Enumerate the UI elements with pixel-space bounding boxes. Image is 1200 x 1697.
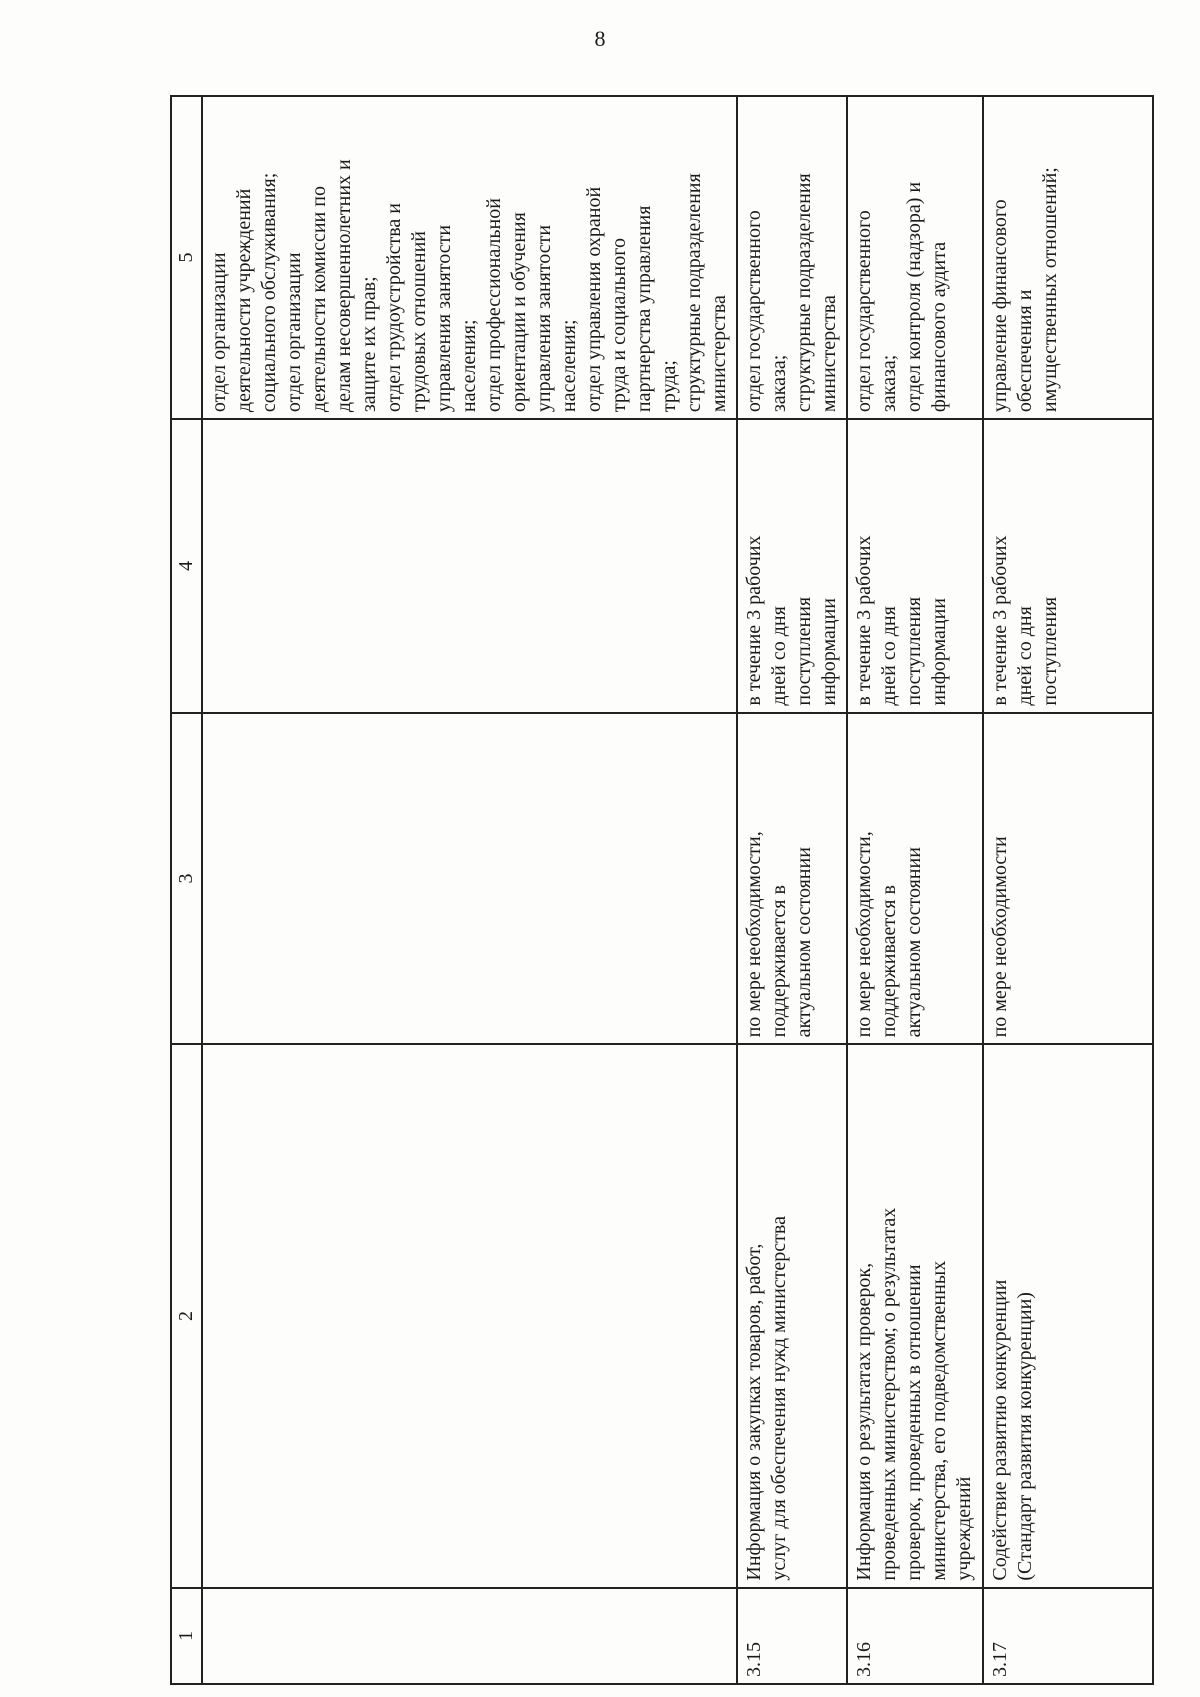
cell-text-line: отдел организации <box>208 252 230 413</box>
cell-text-line: в течение 3 рабочих <box>853 535 875 706</box>
page-number: 8 <box>594 26 606 51</box>
cell-text-line: отдел организации <box>283 252 305 413</box>
cell-text-line: министерства <box>818 295 840 413</box>
cell-text-line: информации <box>928 598 950 706</box>
header-col-2: 2 <box>171 1044 202 1587</box>
cell-text-line: по мере необходимости, <box>853 831 875 1038</box>
cell-text-line: структурные подразделения <box>793 173 815 413</box>
info-cell <box>983 1044 1153 1587</box>
header-col-3: 3 <box>171 713 202 1045</box>
cell-text-line: обеспечения и <box>1014 289 1036 413</box>
term-cell <box>202 419 737 713</box>
table-row <box>847 96 983 1684</box>
cell-text-line: деятельности комиссии по <box>308 186 330 413</box>
cell-text-line: отдел профессиональной <box>483 198 505 413</box>
cell-text-line: в течение 3 рабочих <box>989 535 1011 706</box>
cell-text-line: в течение 3 рабочих <box>743 535 765 706</box>
cell-text-line: заказа; <box>878 354 900 413</box>
cell-text-line: населения; <box>458 319 480 413</box>
cell-text-line: министерства <box>708 295 730 413</box>
cell-text-line: отдел управления охраной <box>583 186 605 413</box>
header-col-5: 5 <box>171 96 202 419</box>
cell-text-line: отдел трудоустройства и <box>383 203 405 413</box>
cell-text-line: поступления <box>903 596 925 706</box>
frequency-cell <box>847 713 983 1045</box>
table-row <box>737 96 847 1684</box>
cell-text-line: отдел государственного <box>853 210 875 413</box>
cell-text-line: управление финансового <box>989 199 1011 413</box>
responsible-cell <box>847 96 983 419</box>
cell-text-line: по мере необходимости, <box>743 831 765 1038</box>
frequency-cell <box>737 713 847 1045</box>
cell-text-line: социального обслуживания; <box>258 172 280 413</box>
cell-text-line: дней со дня <box>768 606 790 706</box>
cell-text-line: министерства, его подведомственных <box>928 1260 950 1581</box>
responsible-cell <box>202 96 737 419</box>
cell-text-line: управления занятости <box>433 224 455 413</box>
cell-text-line: поступления <box>793 596 815 706</box>
cell-text-line: населения; <box>558 319 580 413</box>
table-row <box>202 96 737 1684</box>
header-col-1: 1 <box>171 1588 202 1684</box>
cell-text-line: поддерживается в <box>768 885 790 1038</box>
cell-text-line: деятельности учреждений <box>233 188 255 413</box>
cell-text-line: финансового аудита <box>928 241 950 413</box>
info-cell <box>847 1044 983 1587</box>
row-number: 3.17 <box>983 1588 1153 1684</box>
rotated-table-container <box>170 95 1105 1685</box>
cell-text-line: Информация о закупках товаров, работ, <box>743 1243 765 1581</box>
term-cell <box>983 419 1153 713</box>
document-table-area <box>170 95 1105 1685</box>
header-col-4: 4 <box>171 419 202 713</box>
cell-text-line: заказа; <box>768 354 790 413</box>
frequency-cell <box>202 713 737 1045</box>
row-number: 3.15 <box>737 1588 847 1684</box>
info-cell <box>202 1044 737 1587</box>
cell-text-line: трудовых отношений <box>408 231 430 413</box>
cell-text-line: управления занятости <box>533 224 555 413</box>
info-table <box>170 95 1154 1685</box>
cell-text-line: услуг для обеспечения нужд министерства <box>768 1216 790 1581</box>
cell-text-line: дней со дня <box>878 606 900 706</box>
frequency-cell <box>983 713 1153 1045</box>
cell-text-line: проведенных министерством; о результатах <box>878 1207 900 1581</box>
cell-text-line: партнерства управления <box>633 205 655 413</box>
cell-text-line: актуальном состоянии <box>793 847 815 1038</box>
info-cell <box>737 1044 847 1587</box>
responsible-cell <box>983 96 1153 419</box>
cell-text-line: ориентации и обучения <box>508 212 530 413</box>
cell-text-line: поступления <box>1039 596 1061 706</box>
cell-text-line: делам несовершеннолетних и <box>333 159 355 413</box>
cell-text-line: дней со дня <box>1014 606 1036 706</box>
cell-text-line: учреждений <box>953 1476 975 1581</box>
cell-text-line: (Стандарт развития конкуренции) <box>1014 1292 1036 1581</box>
cell-text-line: актуальном состоянии <box>903 847 925 1038</box>
row-number <box>202 1588 737 1684</box>
cell-text-line: Информация о результатах проверок, <box>853 1262 875 1581</box>
cell-text-line: Содействие развитию конкуренции <box>989 1279 1011 1581</box>
cell-text-line: информации <box>818 598 840 706</box>
cell-text-line: отдел контроля (надзора) и <box>903 181 925 413</box>
row-number: 3.16 <box>847 1588 983 1684</box>
term-cell <box>737 419 847 713</box>
cell-text-line: поддерживается в <box>878 885 900 1038</box>
cell-text-line: по мере необходимости <box>989 836 1011 1038</box>
cell-text-line: защите их прав; <box>358 276 380 413</box>
responsible-cell <box>737 96 847 419</box>
table-header-row <box>171 96 202 1684</box>
cell-text-line: проверок, проведенных в отношении <box>903 1264 925 1581</box>
cell-text-line: труда; <box>658 360 680 413</box>
cell-text-line: отдел государственного <box>743 210 765 413</box>
cell-text-line: труда и социального <box>608 238 630 413</box>
table-row <box>983 96 1153 1684</box>
cell-text-line: имущественных отношений; <box>1039 167 1061 413</box>
term-cell <box>847 419 983 713</box>
cell-text-line: структурные подразделения <box>683 173 705 413</box>
